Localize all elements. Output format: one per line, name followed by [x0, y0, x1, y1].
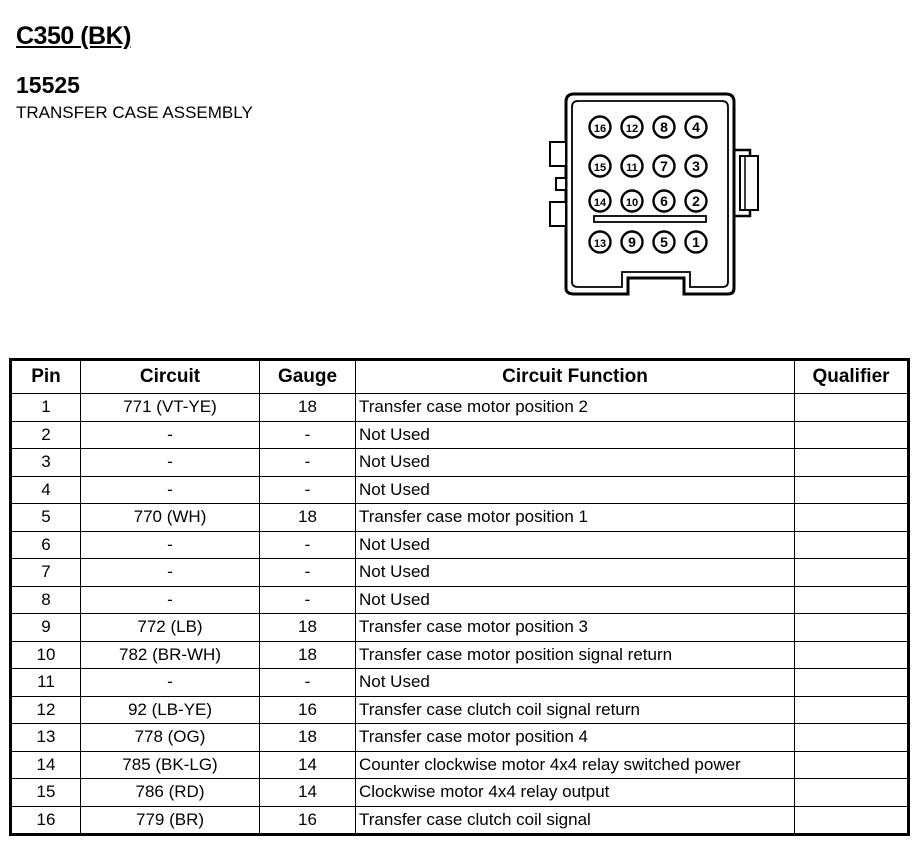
- gauge-cell: -: [260, 669, 356, 697]
- table-row: [12, 614, 908, 642]
- circuit-cell: 779 (BR): [81, 806, 260, 834]
- qualifier-cell: [795, 724, 908, 752]
- pin-number: 2: [692, 193, 700, 209]
- header-circuit-function: Circuit Function: [356, 361, 795, 394]
- table-row: [12, 779, 908, 807]
- function-cell: Not Used: [356, 476, 795, 504]
- function-cell: Transfer case clutch coil signal return: [356, 696, 795, 724]
- gauge-cell: 18: [260, 394, 356, 422]
- function-cell: Transfer case motor position 3: [356, 614, 795, 642]
- circuit-cell: 770 (WH): [81, 504, 260, 532]
- connector-title: C350 (BK): [16, 22, 131, 50]
- connector-face-diagram: [544, 92, 768, 296]
- qualifier-cell: [795, 669, 908, 697]
- table-row: [12, 449, 908, 477]
- right-latch-inner: [740, 156, 758, 210]
- pin-number: 16: [593, 123, 607, 135]
- circuit-cell: -: [81, 559, 260, 587]
- pin-number: 14: [593, 197, 607, 209]
- gauge-cell: -: [260, 449, 356, 477]
- qualifier-cell: [795, 559, 908, 587]
- circuit-cell: -: [81, 669, 260, 697]
- table-row: [12, 641, 908, 669]
- header-gauge: Gauge: [260, 361, 356, 394]
- pin-number: 10: [625, 197, 639, 209]
- function-cell: Transfer case motor position signal return: [356, 641, 795, 669]
- pin-cell: 11: [12, 669, 81, 697]
- circuit-cell: 778 (OG): [81, 724, 260, 752]
- left-tab-lower: [550, 202, 566, 226]
- pin-number: 7: [660, 158, 668, 174]
- function-cell: Transfer case motor position 2: [356, 394, 795, 422]
- pin-cell: 12: [12, 696, 81, 724]
- function-cell: Transfer case motor position 4: [356, 724, 795, 752]
- function-cell: Counter clockwise motor 4x4 relay switched power: [356, 751, 795, 779]
- table-row: [12, 669, 908, 697]
- pin-cell: 2: [12, 421, 81, 449]
- circuit-cell: 772 (LB): [81, 614, 260, 642]
- pin-cell: 3: [12, 449, 81, 477]
- header-qualifier: Qualifier: [795, 361, 908, 394]
- pin-cell: 10: [12, 641, 81, 669]
- function-cell: Not Used: [356, 669, 795, 697]
- function-cell: Not Used: [356, 421, 795, 449]
- gauge-cell: 18: [260, 504, 356, 532]
- pin-cell: 6: [12, 531, 81, 559]
- gauge-cell: -: [260, 531, 356, 559]
- table-header-row: [12, 361, 908, 394]
- gauge-cell: -: [260, 421, 356, 449]
- pin-number: 5: [660, 234, 668, 250]
- function-cell: Not Used: [356, 559, 795, 587]
- gauge-cell: -: [260, 476, 356, 504]
- function-cell: Not Used: [356, 449, 795, 477]
- pin-number: 12: [625, 123, 639, 135]
- circuit-cell: 786 (RD): [81, 779, 260, 807]
- pin-number: 8: [660, 119, 668, 135]
- gauge-cell: 14: [260, 751, 356, 779]
- qualifier-cell: [795, 394, 908, 422]
- table-row: [12, 696, 908, 724]
- qualifier-cell: [795, 614, 908, 642]
- table-row: [12, 724, 908, 752]
- qualifier-cell: [795, 421, 908, 449]
- qualifier-cell: [795, 476, 908, 504]
- qualifier-cell: [795, 751, 908, 779]
- pin-number: 15: [593, 162, 607, 174]
- circuit-cell: 785 (BK-LG): [81, 751, 260, 779]
- function-cell: Not Used: [356, 531, 795, 559]
- pin-number: 13: [593, 238, 607, 250]
- header-pin: Pin: [12, 361, 81, 394]
- gauge-cell: -: [260, 586, 356, 614]
- pin-number: 9: [628, 234, 636, 250]
- gauge-cell: 14: [260, 779, 356, 807]
- function-cell: Transfer case clutch coil signal: [356, 806, 795, 834]
- qualifier-cell: [795, 504, 908, 532]
- pin-cell: 13: [12, 724, 81, 752]
- circuit-cell: 782 (BR-WH): [81, 641, 260, 669]
- table-row: [12, 559, 908, 587]
- circuit-cell: -: [81, 531, 260, 559]
- qualifier-cell: [795, 696, 908, 724]
- qualifier-cell: [795, 449, 908, 477]
- circuit-cell: -: [81, 476, 260, 504]
- qualifier-cell: [795, 779, 908, 807]
- gauge-cell: 18: [260, 641, 356, 669]
- pin-number: 4: [692, 119, 700, 135]
- table-row: [12, 531, 908, 559]
- gauge-cell: 16: [260, 806, 356, 834]
- pin-cell: 4: [12, 476, 81, 504]
- header-circuit: Circuit: [81, 361, 260, 394]
- function-cell: Clockwise motor 4x4 relay output: [356, 779, 795, 807]
- table-row: [12, 751, 908, 779]
- table-row: [12, 476, 908, 504]
- table-row: [12, 504, 908, 532]
- table-row: [12, 394, 908, 422]
- pin-cell: 15: [12, 779, 81, 807]
- qualifier-cell: [795, 586, 908, 614]
- pinout-table: [11, 360, 908, 834]
- connector-description: TRANSFER CASE ASSEMBLY: [16, 103, 253, 122]
- circuit-cell: -: [81, 586, 260, 614]
- gauge-cell: -: [260, 559, 356, 587]
- function-cell: Transfer case motor position 1: [356, 504, 795, 532]
- table-row: [12, 586, 908, 614]
- part-number: 15525: [16, 72, 80, 98]
- left-tab-upper: [550, 142, 566, 166]
- table-row: [12, 806, 908, 834]
- left-tab-middle: [556, 178, 566, 190]
- pin-cell: 5: [12, 504, 81, 532]
- gauge-cell: 18: [260, 614, 356, 642]
- pin-cell: 8: [12, 586, 81, 614]
- pin-cell: 1: [12, 394, 81, 422]
- table-row: [12, 421, 908, 449]
- qualifier-cell: [795, 531, 908, 559]
- gauge-cell: 16: [260, 696, 356, 724]
- pin-number: 6: [660, 193, 668, 209]
- pin-cell: 14: [12, 751, 81, 779]
- circuit-cell: 92 (LB-YE): [81, 696, 260, 724]
- gauge-cell: 18: [260, 724, 356, 752]
- pin-cell: 7: [12, 559, 81, 587]
- circuit-cell: -: [81, 421, 260, 449]
- pin-number: 1: [692, 234, 700, 250]
- function-cell: Not Used: [356, 586, 795, 614]
- pin-cell: 9: [12, 614, 81, 642]
- pin-cell: 16: [12, 806, 81, 834]
- circuit-cell: -: [81, 449, 260, 477]
- key-bar: [594, 216, 706, 222]
- pin-number: 3: [692, 158, 700, 174]
- qualifier-cell: [795, 806, 908, 834]
- qualifier-cell: [795, 641, 908, 669]
- circuit-cell: 771 (VT-YE): [81, 394, 260, 422]
- pin-number: 11: [626, 162, 638, 174]
